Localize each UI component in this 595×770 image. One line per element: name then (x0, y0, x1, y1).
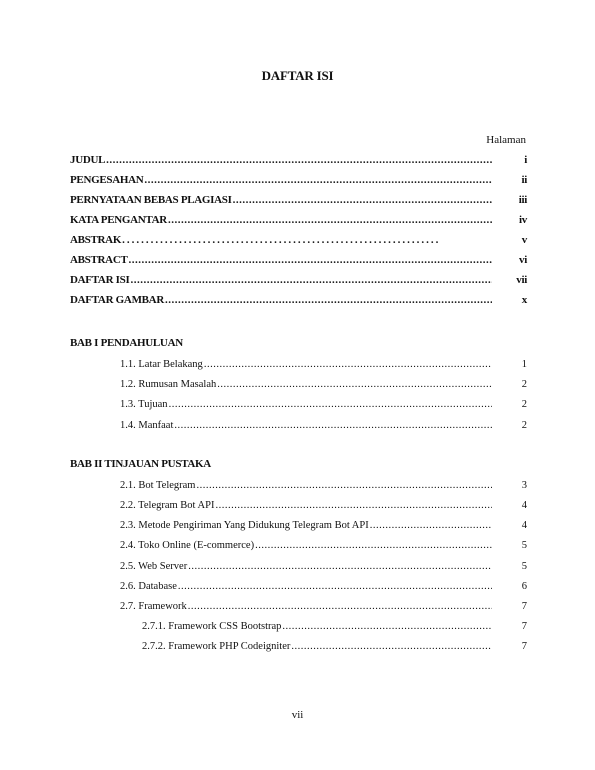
toc-entry-label: 2.7.1. Framework CSS Bootstrap (142, 621, 282, 632)
toc-entry-page: 4 (521, 500, 527, 511)
toc-entry-page: v (521, 234, 527, 246)
toc-entry (70, 193, 527, 207)
toc-subsubentry (142, 639, 527, 653)
toc-entry-page: iv (519, 214, 527, 226)
toc-entry (70, 253, 527, 267)
toc-entry-page: 2 (521, 379, 527, 390)
toc-entry-page: iii (518, 194, 527, 206)
dot-leader (168, 214, 492, 227)
toc-entry-label: 2.5. Web Server (120, 561, 188, 572)
toc-entry-page: 4 (521, 520, 527, 531)
dot-leader (122, 234, 439, 247)
toc-subsubentry (142, 619, 527, 633)
chapter-heading: BAB I PENDAHULUAN (70, 337, 183, 349)
toc-entry-label: 2.7. Framework (120, 601, 187, 612)
toc-subentry (120, 538, 527, 552)
toc-entry-label: 2.6. Database (120, 581, 177, 592)
toc-entry-label: ABSTRAK (70, 234, 122, 246)
toc-subentry (120, 599, 527, 613)
dot-leader (169, 398, 492, 411)
toc-entry-page: 7 (521, 641, 527, 652)
page-title: DAFTAR ISI (261, 68, 334, 83)
toc-entry-page: 1 (521, 359, 527, 370)
toc-entry-label: 1.2. Rumusan Masalah (120, 379, 217, 390)
toc-entry (70, 153, 527, 167)
toc-entry-label: PENGESAHAN (70, 174, 144, 186)
dot-leader (174, 419, 492, 432)
toc-entry-page: 6 (521, 581, 527, 592)
toc-entry-label: ABSTRACT (70, 254, 128, 266)
toc-subentry (120, 357, 527, 371)
toc-entry-label: KATA PENGANTAR (70, 214, 167, 226)
toc-subentry (120, 397, 527, 411)
toc-entry-label: 2.4. Toko Online (E-commerce) (120, 540, 255, 551)
dot-leader (282, 620, 492, 633)
toc-entry-label: 1.1. Latar Belakang (120, 359, 203, 370)
toc-subentry (120, 498, 527, 512)
dot-leader (291, 640, 492, 653)
toc-entry-page: 5 (521, 561, 527, 572)
dot-leader (188, 560, 492, 573)
toc-entry-page: 7 (521, 621, 527, 632)
toc-entry-label: DAFTAR ISI (70, 274, 130, 286)
dot-leader (165, 294, 492, 307)
toc-entry-page: 2 (521, 420, 527, 431)
dot-leader (129, 254, 492, 267)
toc-subentry (120, 518, 527, 532)
toc-entry-label: 1.3. Tujuan (120, 399, 168, 410)
dot-leader (196, 479, 492, 492)
toc-entry-label: 2.1. Bot Telegram (120, 480, 196, 491)
toc-entry-label: 2.7.2. Framework PHP Codeigniter (142, 641, 291, 652)
toc-subentry (120, 377, 527, 391)
dot-leader (215, 499, 492, 512)
page-number: vii (291, 709, 304, 721)
toc-entry-page: vii (516, 274, 527, 286)
dot-leader (370, 519, 492, 532)
dot-leader (130, 274, 492, 287)
dot-leader (204, 358, 492, 371)
toc-entry-page: x (521, 294, 527, 306)
toc-entry-label: 2.2. Telegram Bot API (120, 500, 215, 511)
dot-leader (217, 378, 492, 391)
toc-entry-page: 3 (521, 480, 527, 491)
toc-entry (70, 233, 527, 247)
toc-subentry (120, 478, 527, 492)
halaman-column-header: Halaman (486, 134, 526, 146)
toc-entry-page: i (524, 154, 527, 166)
toc-entry-label: 1.4. Manfaat (120, 420, 174, 431)
dot-leader (255, 539, 492, 552)
toc-entry-page: 5 (521, 540, 527, 551)
dot-leader (188, 600, 492, 613)
toc-entry-page: 2 (521, 399, 527, 410)
toc-entry-label: JUDUL (70, 154, 106, 166)
toc-entry (70, 173, 527, 187)
toc-entry-label: 2.3. Metode Pengiriman Yang Didukung Telegram Bot API (120, 520, 369, 531)
toc-entry-page: ii (521, 174, 527, 186)
toc-entry-page: vi (519, 254, 527, 266)
toc-entry (70, 273, 527, 287)
toc-entry (70, 213, 527, 227)
toc-subentry (120, 579, 527, 593)
toc-subentry (120, 418, 527, 432)
dot-leader (144, 174, 492, 187)
toc-subentry (120, 559, 527, 573)
dot-leader (233, 194, 492, 207)
dot-leader (178, 580, 492, 593)
chapter-heading: BAB II TINJAUAN PUSTAKA (70, 458, 211, 470)
dot-leader (106, 154, 492, 167)
toc-entry-page: 7 (521, 601, 527, 612)
toc-entry (70, 293, 527, 307)
toc-entry-label: PERNYATAAN BEBAS PLAGIASI (70, 194, 232, 206)
toc-entry-label: DAFTAR GAMBAR (70, 294, 164, 306)
